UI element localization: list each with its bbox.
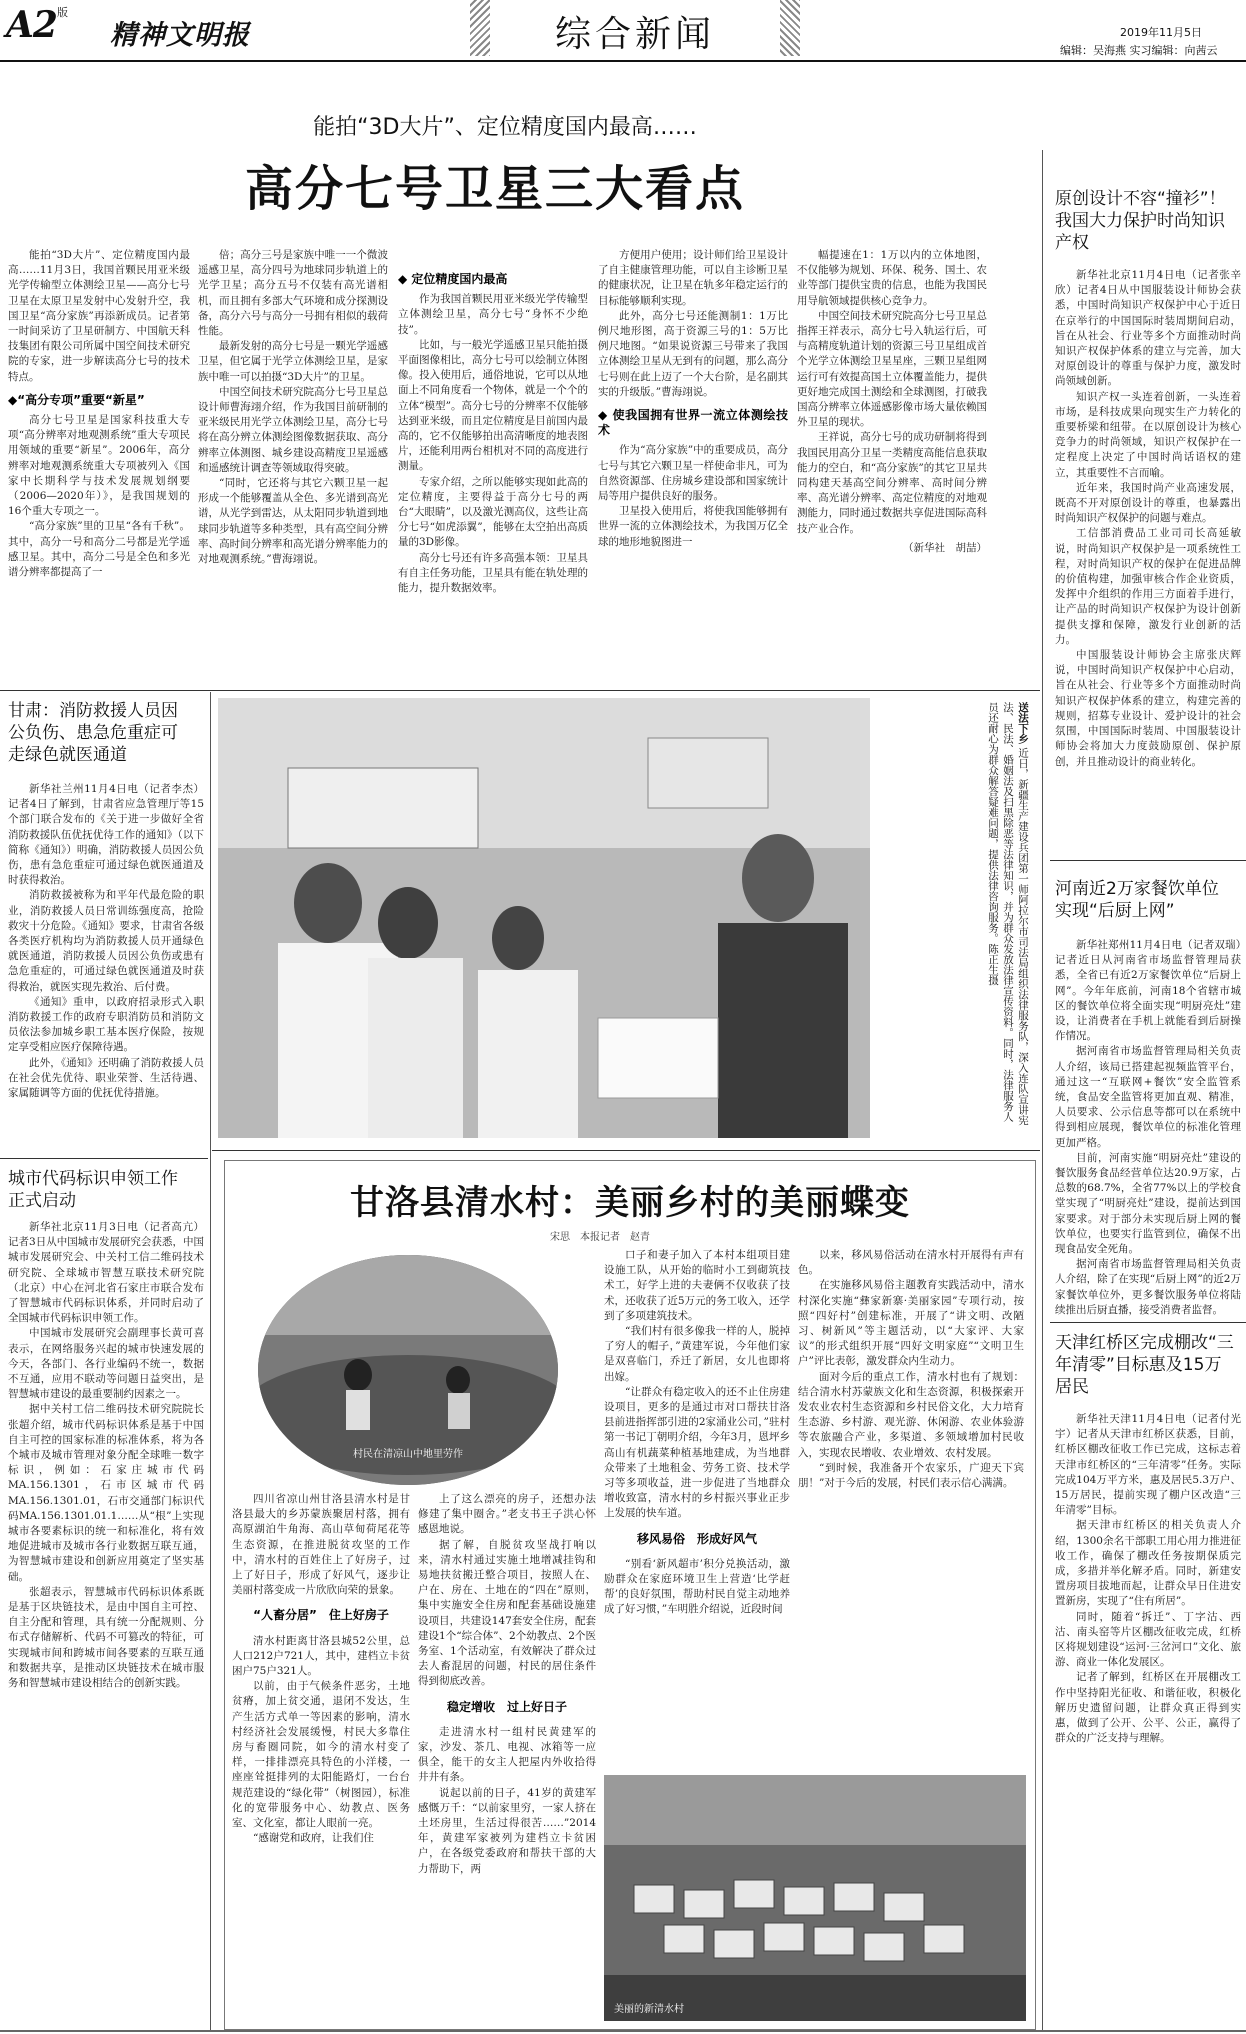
lead-subhead-1: ◆“高分专项”重要“新星” — [8, 392, 145, 407]
lead-bottom-rule — [0, 690, 1040, 691]
right-rule-1 — [1050, 860, 1246, 861]
oval-field-photo — [258, 1255, 558, 1485]
oval-photo-caption: 村民在清凉山中地里劳作 — [353, 1449, 463, 1460]
section-banner — [470, 0, 800, 56]
right-top-body: 新华社北京11月4日电（记者张辛欣）记者4日从中国服装设计师协会获悉，中国时尚知识产权保护中心于近日在京举行的中国国际时装周期间启动，旨在从社会、行业等多个方面推动时尚知识产权保护体系的建立与完善，加大对原创设计的尊重与保护力度，激发时尚领域创新。 知识产权一头连着创新，一头连着市场，是科技成果向现实生产力转化的重要桥梁和纽带。在以原创设计为核心竞争力的时尚领域，知识产权保护在一定程度上决定了中国时尚话语权的建立，其重要性不言而喻。 近年来，我国时尚产业高速发展，既高不开对原创设计的尊重，也暴露出时尚知识产权保护的问题与难点。 工信部消费品工业司司长高延敏说，时尚知识产权保护是一项系统性工程，对时尚知识产权的保护在促进品牌的价值构建，加强审核合作企业资质，发挥中介组织的作用三方面着手进行，让产品的时尚知识产权保护为设计创新提供支撑和保障，激发行业创新的活力。 中国服装设计师协会主席张庆辉说，中国时尚知识产权保护中心启动，旨在从社会、行业等多个方面推动时尚知识产权保护体系的建立，构建完善的规则，招募专业设计、爱护设计的社会氛围，中国国际时装周、中国服装设计师协会将加大力度鼓励原创、保护原创，并且推动设计的商业转化。 — [1055, 269, 1241, 768]
page-number: $A2^版$ — [6, 4, 67, 46]
section-title: 综合新闻 — [554, 14, 715, 55]
feature-subhead-1: “人畜分居” 住上好房子 — [253, 1608, 389, 1623]
lead-col-2: 倍；高分三号是家族中唯一一个微波遥感卫星，高分四号为地球同步轨道上的光学卫星；高分五号不仅装有高光谱相机，而且拥有多部大气环境和成分探测设备，高分六号与高分一号拥有相似的载荷性能。 最新发射的高分七号是一颗光学遥感卫星，但它属于光学立体测绘卫星，是家族中唯一可以拍摄“3D大片”的卫星。 中国空间技术研究院高分七号卫星总设计师曹海翊介绍，作为我国目前研制的亚米级民用光学立体测绘卫星，高分七号将在高分辨立体测绘图像数据获取、高分辨率立体测图、城乡建设高精度卫星遥感和遥感统计调查等领域取得突破。 “同时，它还将与其它六颗卫星一起形成一个能够覆盖从全色、多光谱到高光谱，从光学到雷达，从太阳同步轨道到地球同步轨道等多种类型，具有高空间分辨率、高时间分辨率和高光谱分辨率能力的对地观测系统。”曹海翊说。 — [198, 249, 388, 566]
lead-subhead-2: ◆ 定位精度国内最高 — [398, 272, 508, 286]
left-mid-body: 新华社兰州11月4日电（记者李杰）记者4日了解到，甘肃省应急管理厅等15个部门联合发布的《关于进一步做好全省消防救援队伍优抚优待工作的通知》（以下简称《通知》）明确，消防救援人员因公负伤，患有急危重症可通过绿色就医通道及时获得救治。 消防救援被称为和平年代最危险的职业，消防救援人员日常训练强度高，抢险救灾十分危险。《通知》要求，甘肃省各级各类医疗机构均为消防救援人员开通绿色就医通道，消防救援人员因公负伤或患有急危重症的，可通过绿色就医通道及时获得救治，就医实现先救治、后付费。 《通知》重申，以政府招录形式入职消防救援工作的政府专职消防员和消防文员依法参加城乡职工基本医疗保险，按规定享受相应医疗保障待遇。 此外，《通知》还明确了消防救援人员在社会优先优待、职业荣誉、生活待遇、家属随调等方面的优抚优待措施。 — [8, 783, 204, 1100]
left-rule-2 — [0, 1158, 208, 1159]
lead-kicker: 能拍“3D大片”、定位精度国内最高…… — [313, 115, 697, 140]
right-rule-2 — [1050, 1322, 1246, 1323]
village-photo — [604, 1775, 1026, 2021]
page-bottom-rule — [0, 2030, 1246, 2032]
main-news-photo — [218, 698, 870, 1138]
caption-text: 近日，新疆生产建设兵团第一师阿拉尔市司法局组织法律服务队，深入连队宣讲宪法、民法、婚姻法及扫黑除恶等法律知识，并为群众发放法律宣传资料。同时，法律服务人员还耐心为群众解答疑难问题，提供法律咨询服务。陈正生摄 — [987, 702, 1029, 1126]
feature-col-2: 上了这么漂亮的房子，还想办法修建了集中圈舍。”老支书王子洪心怀感恩地说。 据了解，自脱贫攻坚战打响以来，清水村通过实施土地增减挂钩和易地扶贫搬迁整合项目，按照人在、户在、房在、土地在的“四在”原则，集中实施安全住房和配套基础设施建设项目，共建设147套安全住房，配套建设1个“综合体”、2个幼教点、2个医务室、1个活动室，有效解决了群众过去人畜混居的问题，村民的居住条件得到彻底改善。 稳定增收 过上好日子 走进清水村一组村民黄建军的家，沙发、茶几、电视、冰箱等一应俱全，能干的女主人把屋内外收拾得井井有条。 说起以前的日子，41岁的黄建军感慨万千：“以前家里穷，一家人挤在土坯房里，生活过得很苦……”2014年，黄建军家被列为建档立卡贫困户，在各级党委政府和帮扶干部的大力帮助下，两 — [418, 1493, 596, 1875]
right-column-divider — [1042, 150, 1043, 2030]
feature-subhead-2: 稳定增收 过上好日子 — [446, 1699, 567, 1714]
masthead-rule — [0, 60, 1246, 62]
left-column-divider — [210, 692, 211, 2030]
right-mid-title: 河南近2万家餐饮单位实现“后厨上网” — [1055, 879, 1219, 921]
photo-bottom-rule — [212, 1150, 1040, 1151]
village-photo-caption: 美丽的新清水村 — [614, 2004, 684, 2015]
feature-subhead-3: 移风易俗 形成好风气 — [636, 1531, 757, 1546]
issue-date: 2019年11月5日 — [1120, 26, 1202, 39]
lead-col-4: 方便用户使用；设计师们给卫星设计了自主健康管理功能，可以自主诊断卫星的健康状况，让卫星在轨多年稳定运行的目标能够顺利实现。 此外，高分七号还能测制1：1万比例尺地形图，高于资源三号的1：5万比例尺地图。“如果说资源三号带来了我国立体测绘卫星从无到有的问题，那么高分七号则在此上迈了一个大台阶，是名副其实的升级版。”曹海翊说。 ◆ 使我国拥有世界一流立体测绘技术 作为“高分家族”中的重要成员，高分七号与其它六颗卫星一样使命非凡，可为自然资源部、住房城乡建设部和国家统计局等用户提供良好的服务。 卫星投入使用后，将使我国能够拥有世界一流的立体测绘技术，为我国万亿全球的地形地貌图进一 — [598, 249, 788, 548]
village-scene — [604, 1775, 1026, 2021]
lead-byline: （新华社 胡喆） — [903, 541, 987, 554]
lead-col-1: 能拍“3D大片”、定位精度国内最高……11月3日，我国首颗民用亚米级光学传输型立体测绘卫星——高分七号卫星在太原卫星发射中心发射升空，我国卫星“高分家族”再添新成员。记者第一时间采访了卫星研制方、中国航天科技集团有限公司所属中国空间技术研究院的专家，进一步解读高分七号的技术特点。 ◆“高分专项”重要“新星” 高分七号卫星是国家科技重大专项“高分辨率对地观测系统”重大专项民用领域的重要“新星”。2006年，高分辨率对地观测系统重大专项被列入《国家中长期科学与技术发展规划纲要（2006—2020年）》，是我国规划的16个重大专项之一。 “高分家族”里的卫星“各有千秋”。其中，高分一号和高分二号都是光学遥感卫星。其中，高分二号是全色和多光谱分辨率都提高了一 — [8, 249, 190, 579]
lead-subhead-3: ◆ 使我国拥有世界一流立体测绘技术 — [598, 408, 788, 438]
right-top-title: 原创设计不容“撞衫”！我国大力保护时尚知识产权 — [1055, 189, 1226, 253]
feature-col-4: 以来，移风易俗活动在清水村开展得有声有色。 在实施移风易俗主题教育实践活动中，清水村深化实施“彝家新寨·美丽家园”专项行动，按照“四好村”创建标准，开展了“讲文明、改陋习、树新风”等主题活动，以“大家评、大家议”的形式组织开展“四好文明家庭”“文明卫生户”评比表彰，激发群众内生动力。 面对今后的重点工作，清水村也有了规划：结合清水村苏蒙族文化和生态资源，积极探索开发农业农村生态资源和乡村民俗文化，大力培育生态游、乡村游、观光游、休闲游、农业体验游等农旅融合产业，多渠道、多领域增加村民收入，实现农民增收、农业增效、农村发展。 “到时候，我准备开个农家乐，广迎天下宾朋！”对于今后的发展，村民们表示信心满满。 — [798, 1249, 1024, 1490]
paper-name: 精神文明报 — [110, 20, 250, 51]
caption-title: 送法下乡 — [1017, 702, 1029, 744]
photo-scene — [218, 698, 870, 1138]
banner-stripes — [470, 0, 490, 56]
lead-headline: 高分七号卫星三大看点 — [244, 161, 745, 217]
feature-headline: 甘洛县清水村：美丽乡村的美丽蝶变 — [350, 1183, 910, 1223]
left-low-title: 城市代码标识申领工作正式启动 — [8, 1169, 178, 1211]
left-low-body: 新华社北京11月3日电（记者高亢）记者3日从中国城市发展研究会获悉，中国城市发展研究会、中关村工信二维码技术研究院、全球城市智慧互联技术研究院（北京）中心在河北省石家庄市联合发布了智慧城市代码标识体系，并同时启动了全国城市代码标识申领工作。 中国城市发展研究会副理事长黄可喜表示，在网络服务兴起的城市快速发展的今天，各部门、各行业编码不统一，数据不互通，应用不联动等问题日益突出，是智慧城市建设的最重要制约因素之一。 据中关村工信二维码技术研究院院长张超介绍，城市代码标识体系是基于中国自主可控的国家标准的标准体系，将为各个城市及城市管理对象分配全球唯一数字标识，例如：石家庄城市代码MA.156.1301，石市区城市代码MA.156.1301.01，石市交通部门标识代码MA.156.1301.01.1……从“根”上实现城市各要素标识的统一和标准化，将有效地促进城市及城市各行业数据互联互通，为智慧城市建设和创新应用奠定了坚实基础。 张超表示，智慧城市代码标识体系既是基于区块链技术，是由中国自主可控、自主分配和管理，具有统一分配规则、分布式存储解析、代码不可篡改的特征，可实现城市间和跨城市间各要素的互联互通和数据共享，是推动区块链技术在城市服务和智慧城市建设相结合的创新实践。 — [8, 1221, 204, 1690]
editors-line: 编辑：吴海燕 实习编辑：向茜云 — [1060, 44, 1218, 57]
right-low-title: 天津红桥区完成棚改“三年清零”目标惠及15万居民 — [1055, 1333, 1234, 1397]
masthead — [0, 0, 1246, 62]
feature-byline: 宋思 本报记者 赵青 — [550, 1232, 650, 1243]
lead-col-5: 幅提速在1：1万以内的立体地图，不仅能够为规划、环保、税务、国土、农业等部门提供宝贵的信息，也能为我国民用导航领域提供核心竞争力。 中国空间技术研究院高分七号卫星总指挥王祥表示，高分七号入轨运行后，可与高精度轨道计划的资源三号卫星组成首个光学立体测绘卫星星座，三颗卫星组网运行可有效提高国土立体覆盖能力，提供更好地完成国土测绘和全球测图，打破我国高分辨率立体遥感影像市场大量依赖国外卫星的现状。 王祥说，高分七号的成功研制将得到我国民用高分卫星一类精度高能信息获取能力的空白，和“高分家族”的其它卫星共同构建天基高空间分辨率、高时间分辨率、高光谱分辨率、高定位精度的对地观测能力，同时通过数据共享促进国际高科技产业合作。 （新华社 胡喆） — [797, 248, 987, 680]
left-mid-title: 甘肃：消防救援人员因公负伤、患急危重症可走绿色就医通道 — [8, 701, 178, 765]
feature-col-3: 口子和妻子加入了本村本组项目建设施工队，从开始的临时小工到砌筑技术工，好学上进的夫妻俩不仅收获了技术，还收获了近5万元的务工收入，还学到了多项建筑技术。 “我们村有很多像我一样的人，脱掉了穷人的帽子，”黄建军说，今年他们家是双喜临门，乔迁了新居，女儿也即将出嫁。 “让群众有稳定收入的还不止住房建设项目，更多的是通过市对口帮扶甘洛县前进指挥部引进的2家涌业公司，”驻村第一书记丁朝明介绍，今年3月，恩坪乡高山有机蔬菜种植基地建成，为当地群众带来了土地租金、劳务工资、技术学习等多项收益，进一步促进了当地群众增收致富，清水村的乡村振兴事业正步上发展的快车道。 移风易俗 形成好风气 “别看‘新风超市’积分兑换活动，激励群众在家庭环境卫生上营造‘比学赶帮’的良好氛围，帮助村民自觉主动地养成了好习惯，”车明胜介绍说，近段时间 — [604, 1249, 790, 1616]
banner-stripes-right — [780, 0, 800, 56]
feature-col-1: 四川省凉山州甘洛县清水村是甘洛县最大的乡苏蒙族聚居村落，拥有高原湖泊牛角海、高山草甸荷尾花等生态资源，在推进脱贫攻坚的工作中，清水村的百姓住上了好房子，过上了好日子，形成了好风气，逐步让美丽村落变成一片欣欣向荣的景象。 “人畜分居” 住上好房子 清水村距离甘洛县城52公里，总人口212户721人，其中，建档立卡贫困户75户321人。 以前，由于气候条件恶劣，土地贫瘠，加上贫交通，退闭不发达，生产生活方式单一等因素的影响，清水村经济社会发展缓慢，村民大多靠住房与畜圈同院，如今的清水村变了样，一排排漂亮具特色的小洋楼，一座座耸挺排列的太阳能路灯，一台台规范建设的“绿化带”（树图园），标准化的宽带服务中心、幼教点、医务室、文化室，都让人眼前一亮。 “感谢党和政府，让我们住 — [232, 1493, 410, 1845]
lead-col-3: ◆ 定位精度国内最高 作为我国首颗民用亚米级光学传输型立体测绘卫星，高分七号“身怀不少绝技”。 比如，与一般光学遥感卫星只能拍摄平面图像相比，高分七号可以绘制立体图像。投入使用后，通俗地说，它可以从地面上不同角度看一个物体，就是一个个的立体“模型”。高分七号的分辨率不仅能够达到亚米级，而且定位精度是目前国内最高的，它不仅能够拍出高清晰度的地表图片，还能利用两台相机对不同的高度进行测量。 专家介绍，之所以能够实现如此高的定位精度，主要得益于高分七号的两台“大眼睛”，以及激光测高仪，这些让高分七号“如虎添翼”，能够在太空拍出高质量的3D影像。 高分七号还有许多高强本领：卫星具有自主任务功能，卫星具有能在轨处理的能力，提升数据效率。 — [398, 272, 588, 595]
main-photo-caption — [880, 702, 1030, 1132]
right-low-body: 新华社天津11月4日电（记者付光宇）记者从天津市红桥区获悉，目前，红桥区棚改征收工作已完成，这标志着天津市红桥区的“三年清零”任务。实际完成104万平方米，惠及居民5.3万户、15万居民，提前实现了棚户区改造“三年清零”目标。 据天津市红桥区的相关负责人介绍，1300余名干部职工用心用力推进征收工作，确保了棚改任务按期保质完成，多措并举化解矛盾。同时，新建安置房项目拔地而起，让群众早日住进安置新房，实现了“住有所居”。 同时，随着“拆迁”、丁字沽、西沽、南头窑等片区棚改征收完成，红桥区将规划建设“运河·三岔河口”文化、旅游、商业一体化发展区。 记者了解到，红桥区在开展棚改工作中坚持阳光征收、和谐征收，积极化解历史遗留问题，让群众真正得到实惠，做到了公开、公平、公正，赢得了群众的广泛支持与理解。 — [1055, 1413, 1241, 1745]
right-mid-body: 新华社郑州11月4日电（记者双瑞）记者近日从河南省市场监督管理局获悉，全省已有近2万家餐饮单位“后厨上网”。今年年底前，河南18个省辖市城区的餐饮单位将全面实现“明厨亮灶”建设，让消费者在手机上就能看到后厨操作情况。 据河南省市场监督管理局相关负责人介绍，该局已搭建起视频监管平台，通过这一“互联网+餐饮”安全监管系统，食品安全监管将更加直观、精准，人员要求、公示信息等都可以在系统中得到相应展现，餐饮单位的标准化管理更加严格。 目前，河南实施“明厨亮灶”建设的餐饮服务食品经营单位达20.9万家，占总数的68.7%，全省77%以上的学校食堂实现了“明厨亮灶”建设，提前达到国家要求。对于部分未实现后厨上网的餐饮单位，也要实行监管到位，确保不出现食品安全死角。 据河南省市场监督管理局相关负责人介绍，除了在实现“后厨上网”的近2万家餐饮单位外，更多餐饮服务单位将陆续推出后厨直播，接受消费者监督。 — [1055, 939, 1241, 1316]
